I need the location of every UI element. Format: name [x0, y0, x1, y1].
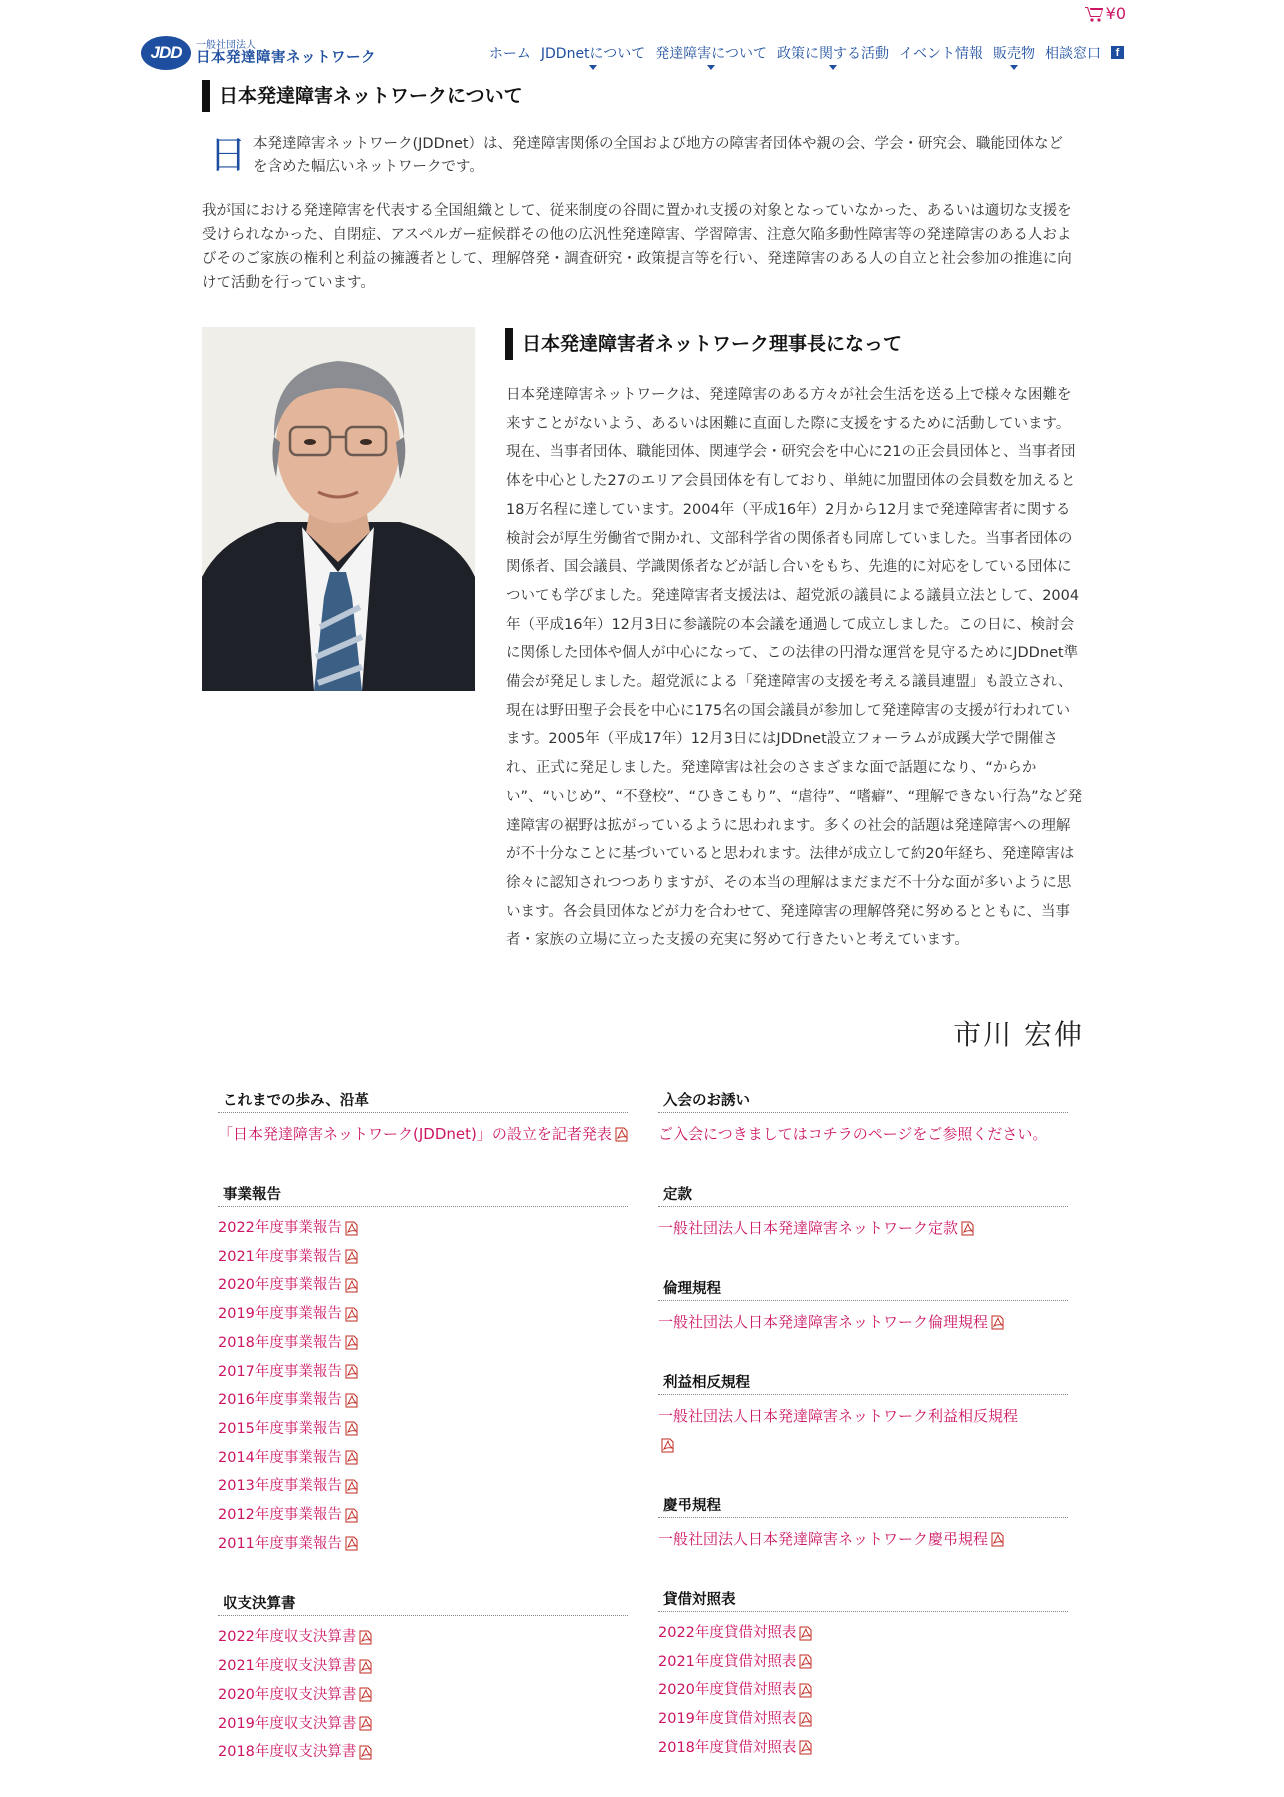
- pdf-icon: [345, 1479, 358, 1494]
- pdf-icon: [359, 1716, 372, 1731]
- financial-statement-link[interactable]: 2022年度収支決算書: [218, 1623, 628, 1652]
- pdf-icon: [359, 1630, 372, 1645]
- pdf-icon: [345, 1335, 358, 1350]
- documents-right-column: [658, 1085, 1068, 1793]
- financial-statement-link[interactable]: 2018年度収支決算書: [218, 1738, 628, 1767]
- report-link[interactable]: 2020年度事業報告: [218, 1271, 628, 1300]
- pdf-icon: [345, 1421, 358, 1436]
- nav-events[interactable]: イベント情報: [899, 46, 983, 62]
- pdf-icon: [345, 1221, 358, 1236]
- section-title: 慶弔規程: [658, 1490, 1068, 1518]
- balance-sheet-link[interactable]: 2020年度貸借対照表: [658, 1676, 1068, 1705]
- logo-mark: JDD: [141, 36, 191, 70]
- section-title: 入会のお誘い: [658, 1085, 1068, 1113]
- pdf-icon: [799, 1740, 812, 1755]
- balance-sheet-link[interactable]: 2019年度貸借対照表: [658, 1705, 1068, 1734]
- mission-paragraph: 我が国における発達障害を代表する全国組織として、従来制度の谷間に置かれ支援の対象となっていなかった、あるいは適切な支援を受けられなかった、自閉症、アスペルガー症候群その他の広汎性発達障害、学習障害、注意欠陥多動性障害等の発達障害のある人およびそのご家族の権利と利益の擁護者として、理解啓発・調査研究・政策提言等を行い、発達障害のある人の自立と社会参加の推進に向けて活動を行っています。: [202, 203, 1072, 291]
- report-link[interactable]: 2014年度事業報告: [218, 1444, 628, 1473]
- section-title: これまでの歩み、沿革: [218, 1085, 628, 1113]
- chairman-signature: 市川 宏伸: [953, 1018, 1084, 1051]
- pdf-icon: [799, 1683, 812, 1698]
- cart-link[interactable]: [1085, 4, 1126, 23]
- page-title: 日本発達障害ネットワークについて: [202, 80, 523, 112]
- caret-down-icon: [589, 65, 597, 70]
- message-title: 日本発達障害者ネットワーク理事長になって: [505, 328, 902, 360]
- pdf-icon: [345, 1278, 358, 1293]
- pdf-icon: [799, 1626, 812, 1641]
- pdf-icon: [345, 1249, 358, 1264]
- membership-section: [658, 1085, 1068, 1149]
- pdf-icon: [345, 1536, 358, 1551]
- pdf-icon: [345, 1508, 358, 1523]
- section-title: 収支決算書: [218, 1588, 628, 1616]
- report-link[interactable]: 2011年度事業報告: [218, 1530, 628, 1559]
- caret-down-icon: [829, 65, 837, 70]
- cart-total: ¥0: [1105, 4, 1126, 23]
- caret-down-icon: [1010, 65, 1018, 70]
- pdf-icon: [799, 1654, 812, 1669]
- financial-statement-link[interactable]: 2019年度収支決算書: [218, 1710, 628, 1739]
- facebook-icon[interactable]: f: [1111, 46, 1124, 59]
- financial-section: [218, 1588, 628, 1767]
- press-release-link[interactable]: 「日本発達障害ネットワーク(JDDnet)」の設立を記者発表: [218, 1125, 628, 1143]
- pdf-icon: [359, 1659, 372, 1674]
- intro-block: [209, 133, 1075, 179]
- logo-name: 日本発達障害ネットワーク: [196, 49, 376, 66]
- condolence-link[interactable]: 一般社団法人日本発達障害ネットワーク慶弔規程: [658, 1530, 1004, 1548]
- report-link[interactable]: 2022年度事業報告: [218, 1214, 628, 1243]
- section-title: 事業報告: [218, 1179, 628, 1207]
- section-title: 倫理規程: [658, 1273, 1068, 1301]
- balance-sheet-link[interactable]: 2021年度貸借対照表: [658, 1648, 1068, 1677]
- pdf-icon: [991, 1315, 1004, 1330]
- nav-policy[interactable]: 政策に関する活動: [777, 43, 889, 63]
- main-nav: [489, 43, 1124, 63]
- caret-down-icon: [707, 65, 715, 70]
- nav-about-jddnet[interactable]: JDDnetについて: [541, 43, 645, 63]
- report-link[interactable]: 2021年度事業報告: [218, 1243, 628, 1272]
- membership-link[interactable]: ご入会につきましてはコチラのページをご参照ください。: [658, 1125, 1048, 1143]
- intro-dropcap: 日: [209, 133, 248, 177]
- reports-section: [218, 1179, 628, 1558]
- section-title: 貸借対照表: [658, 1584, 1068, 1612]
- documents-left-column: [218, 1085, 628, 1797]
- articles-section: [658, 1179, 1068, 1243]
- pdf-icon: [359, 1745, 372, 1760]
- articles-link[interactable]: 一般社団法人日本発達障害ネットワーク定款: [658, 1219, 974, 1237]
- section-title: 定款: [658, 1179, 1068, 1207]
- nav-shop[interactable]: 販売物: [993, 43, 1035, 63]
- pdf-icon: [615, 1127, 628, 1142]
- report-link[interactable]: 2012年度事業報告: [218, 1501, 628, 1530]
- report-link[interactable]: 2018年度事業報告: [218, 1329, 628, 1358]
- balance-sheet-link[interactable]: 2022年度貸借対照表: [658, 1619, 1068, 1648]
- conflict-section: [658, 1367, 1068, 1460]
- message-body: 日本発達障害ネットワークは、発達障害のある方々が社会生活を送る上で様々な困難を来すことがないよう、あるいは困難に直面した際に支援をするために活動しています。現在、当事者団体、職能団体、関連学会・研究会を中心に21の正会員団体と、当事者団体を中心とした27のエリア会員団体を有しており、単純に加盟団体の会員数を加えると18万名程に達しています。2004年（平成16年）2月から12月まで発達障害者に関する検討会が厚生労働省で開かれ、文部科学省の関係者も同席していました。当事者団体の関係者、国会議員、学識関係者などが話し合いをもち、先進的に対応をしている団体についても学びました。発達障害者支援法は、超党派の議員による議員立法として、2004年（平成16年）12月3日に参議院の本会議を通過して成立しました。この日に、検討会に関係した団体や個人が中心になって、この法律の円滑な運営を見守るためにJDDnet準備会が発足しました。超党派による「発達障害の支援を考える議員連盟」も設立され、現在は野田聖子会長を中心に175名の国会議員が参加して発達障害の支援が行われています。2005年（平成17年）12月3日にはJDDnet設立フォーラムが成蹊大学で開催され、正式に発足しました。発達障害は社会のさまざまな面で話題になり、“からかい”、“いじめ”、“不登校”、“ひきこもり”、“虐待”、“嗜癖”、“理解できない行為”など発達障害の裾野は拡がっているように思われます。多くの社会的話題は発達障害への理解が不十分なことに基づいていると思われます。法律が成立して約20年経ち、発達障害は徐々に認知されつつありますが、その本当の理解はまだまだ不十分な面が多いように思います。各会員団体などが力を合わせて、発達障害の理解啓発に努めるとともに、当事者・家族の立場に立った支援の充実に努めて行きたいと考えています。: [506, 387, 1083, 949]
- intro-text: 本発達障害ネットワーク(JDDnet）は、発達障害関係の全国および地方の障害者団体や親の会、学会・研究会、職能団体などを含めた幅広いネットワークです。: [253, 136, 1064, 175]
- shopping-cart-icon: [1085, 6, 1103, 22]
- pdf-icon: [345, 1450, 358, 1465]
- report-link[interactable]: 2016年度事業報告: [218, 1386, 628, 1415]
- pdf-icon: [345, 1307, 358, 1322]
- pdf-icon: [799, 1712, 812, 1727]
- ethics-section: [658, 1273, 1068, 1337]
- nav-home[interactable]: ホーム: [488, 46, 531, 62]
- pdf-icon: [345, 1364, 358, 1379]
- nav-consultation[interactable]: 相談窓口: [1045, 46, 1101, 62]
- chairman-photo: [202, 327, 475, 691]
- pdf-icon: [961, 1221, 974, 1236]
- pdf-icon: [359, 1687, 372, 1702]
- pdf-icon: [991, 1532, 1004, 1547]
- report-link[interactable]: 2019年度事業報告: [218, 1300, 628, 1329]
- section-title: 利益相反規程: [658, 1367, 1068, 1395]
- nav-about-disorders[interactable]: 発達障害について: [655, 43, 767, 63]
- report-link[interactable]: 2017年度事業報告: [218, 1358, 628, 1387]
- report-link[interactable]: 2015年度事業報告: [218, 1415, 628, 1444]
- report-link[interactable]: 2013年度事業報告: [218, 1472, 628, 1501]
- history-section: [218, 1085, 628, 1149]
- pdf-icon: [345, 1393, 358, 1408]
- conflict-link[interactable]: 一般社団法人日本発達障害ネットワーク利益相反規程: [658, 1407, 1018, 1454]
- balance-sheet-link[interactable]: 2018年度貸借対照表: [658, 1734, 1068, 1763]
- ethics-link[interactable]: 一般社団法人日本発達障害ネットワーク倫理規程: [658, 1313, 1004, 1331]
- site-logo[interactable]: [141, 36, 376, 70]
- logo-subtitle: 一般社団法人: [196, 39, 256, 51]
- financial-statement-link[interactable]: 2020年度収支決算書: [218, 1681, 628, 1710]
- condolence-section: [658, 1490, 1068, 1554]
- financial-statement-link[interactable]: 2021年度収支決算書: [218, 1652, 628, 1681]
- balance-section: [658, 1584, 1068, 1763]
- pdf-icon: [661, 1438, 674, 1453]
